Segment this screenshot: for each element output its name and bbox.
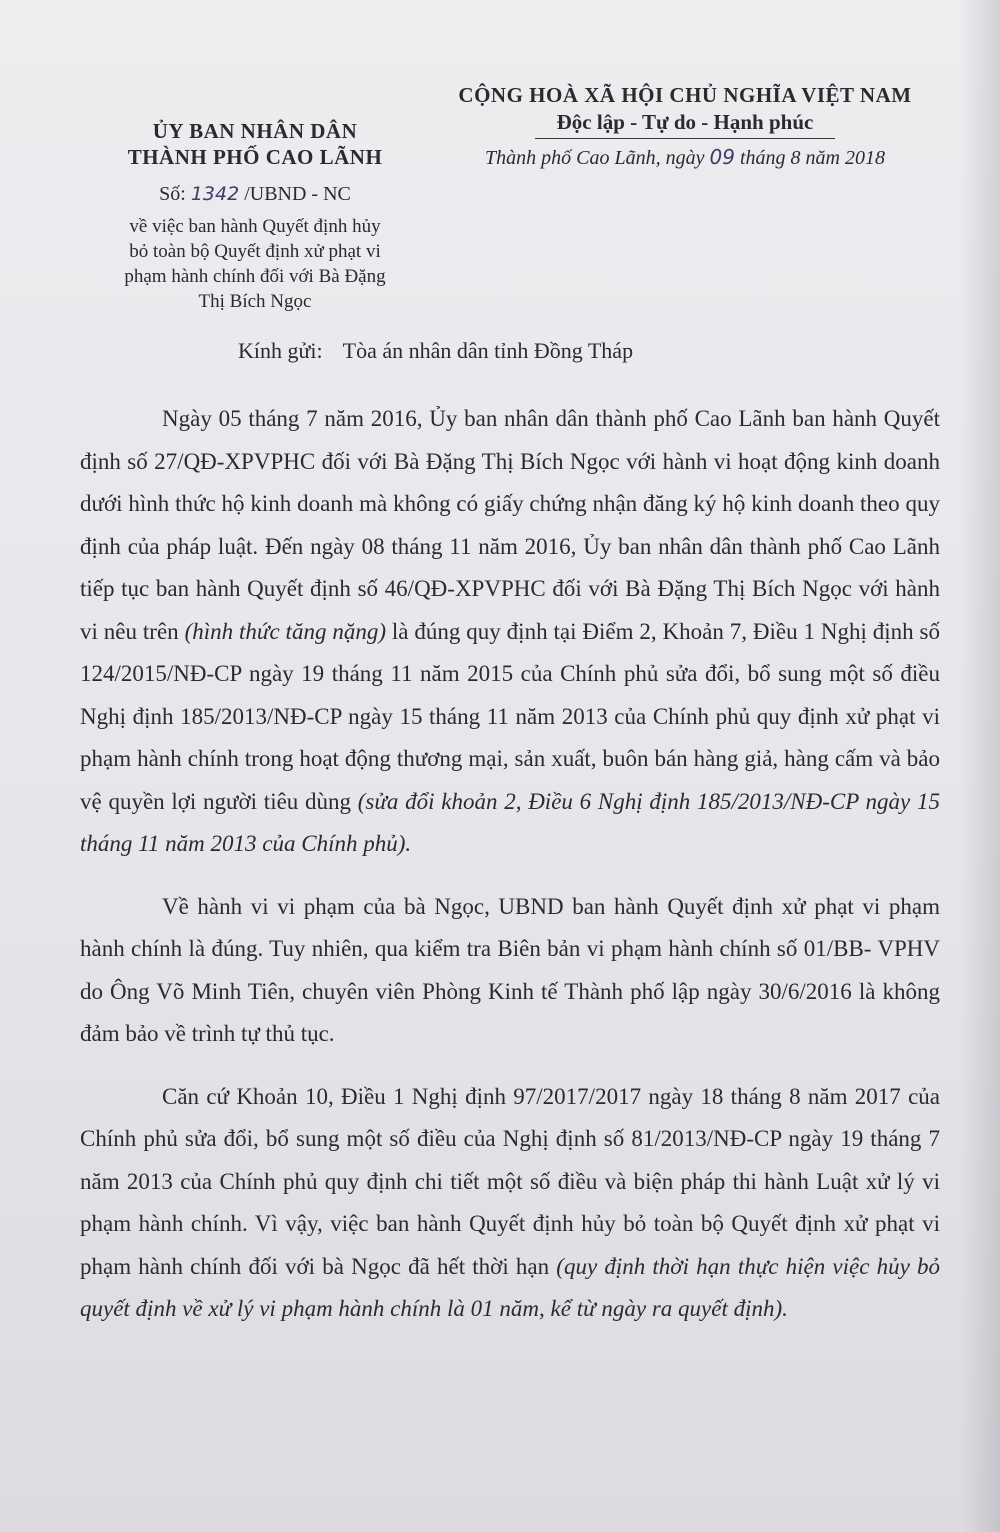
authority-line-2: THÀNH PHỐ CAO LÃNH (127, 145, 383, 169)
subject-line: về việc ban hành Quyết định hủy (129, 216, 381, 237)
national-header-block (430, 82, 940, 170)
authority-line-1: ỦY BAN NHÂN DÂN (152, 119, 358, 143)
national-title: CỘNG HOÀ XÃ HỘI CHỦ NGHĨA VIỆT NAM (458, 83, 912, 107)
p3-italic-b: (quy định thời hạn thực hiện việc hủy bỏ quyết định về xử lý vi phạm hành chính là 01 năm, kể từ ngày ra quyết định). (80, 1253, 940, 1321)
document-subject (95, 214, 415, 314)
p3-text-a: Căn cứ Khoản 10, Điều 1 Nghị định 97/2017/2017 ngày 18 tháng 8 năm 2017 của Chính phủ sửa đổi, bổ sung một số điều của Nghị định số 81/2013/NĐ-CP ngày 19 tháng 7 năm 2013 của Chính phủ quy định chi tiết một số điều và biện pháp thi hành Luật xử lý vi phạm hành chính. Vì vậy, việc ban hành Quyết định hủy bỏ toàn bộ Quyết định xử phạt vi phạm hành chính đối với bà Ngọc đã hết thời hạn (80, 1083, 940, 1279)
subject-line: bỏ toàn bộ Quyết định xử phạt vi (129, 241, 381, 262)
recipient-name: Tòa án nhân dân tỉnh Đồng Tháp (342, 338, 634, 363)
paragraph-1 (80, 398, 940, 866)
letter-body (80, 398, 940, 1351)
motto-underline (535, 138, 835, 139)
recipient-line (238, 338, 633, 364)
docno-suffix: /UBND - NC (244, 183, 351, 205)
date-day-handwritten: 09 (709, 145, 735, 169)
date-prefix: Thành phố Cao Lãnh, ngày (485, 147, 705, 169)
paragraph-2: Về hành vi vi phạm của bà Ngọc, UBND ban hành Quyết định xử phạt vi phạm hành chính là đúng. Tuy nhiên, qua kiểm tra Biên bản vi phạm hành chính số 01/BB- VPHV do Ông Võ Minh Tiên, chuyên viên Phòng Kinh tế Thành phố lập ngày 30/6/2016 là không đảm bảo về trình tự thủ tục. (80, 893, 940, 1046)
subject-line: phạm hành chính đối với Bà Đặng (124, 266, 386, 287)
date-suffix: tháng 8 năm 2018 (739, 147, 885, 169)
issuing-authority-block (95, 118, 415, 314)
subject-line: Thị Bích Ngọc (198, 291, 312, 312)
paragraph-3 (80, 1076, 940, 1331)
docno-handwritten: 1342 (190, 183, 240, 205)
national-motto: Độc lập - Tự do - Hạnh phúc (556, 110, 814, 134)
docno-prefix: Số: (159, 183, 186, 205)
p1-text-a: Ngày 05 tháng 7 năm 2016, Ủy ban nhân dân thành phố Cao Lãnh ban hành Quyết định số 27/QĐ-XPVPHC đối với Bà Đặng Thị Bích Ngọc với hành vi hoạt động kinh doanh dưới hình thức hộ kinh doanh mà không có giấy chứng nhận đăng ký hộ kinh doanh theo quy định của pháp luật. Đến ngày 08 tháng 11 năm 2016, Ủy ban nhân dân thành phố Cao Lãnh tiếp tục ban hành Quyết định số 46/QĐ-XPVPHC đối với Bà Đặng Thị Bích Ngọc với hành vi nêu trên (80, 406, 940, 644)
recipient-label: Kính gửi: (238, 338, 323, 363)
place-date-line (430, 145, 940, 170)
page-shadow (960, 0, 1000, 1532)
p1-italic-b: (hình thức tăng nặng) (184, 618, 386, 644)
p1-text-c: là đúng quy định tại Điểm 2, Khoản 7, Điều 1 Nghị định số 124/2015/NĐ-CP ngày 19 tháng 11 năm 2015 của Chính phủ sửa đổi, bổ sung một số điều Nghị định 185/2013/NĐ-CP ngày 15 tháng 11 năm 2013 của Chính phủ quy định xử phạt vi phạm hành chính trong hoạt động thương mại, sản xuất, buôn bán hàng giả, hàng cấm và bảo vệ quyền lợi người tiêu dùng (80, 618, 941, 814)
p1-italic-d: (sửa đổi khoản 2, Điều 6 Nghị định 185/2013/NĐ-CP ngày 15 tháng 11 năm 2013 của Chính phủ). (80, 788, 940, 856)
document-number (95, 180, 415, 208)
